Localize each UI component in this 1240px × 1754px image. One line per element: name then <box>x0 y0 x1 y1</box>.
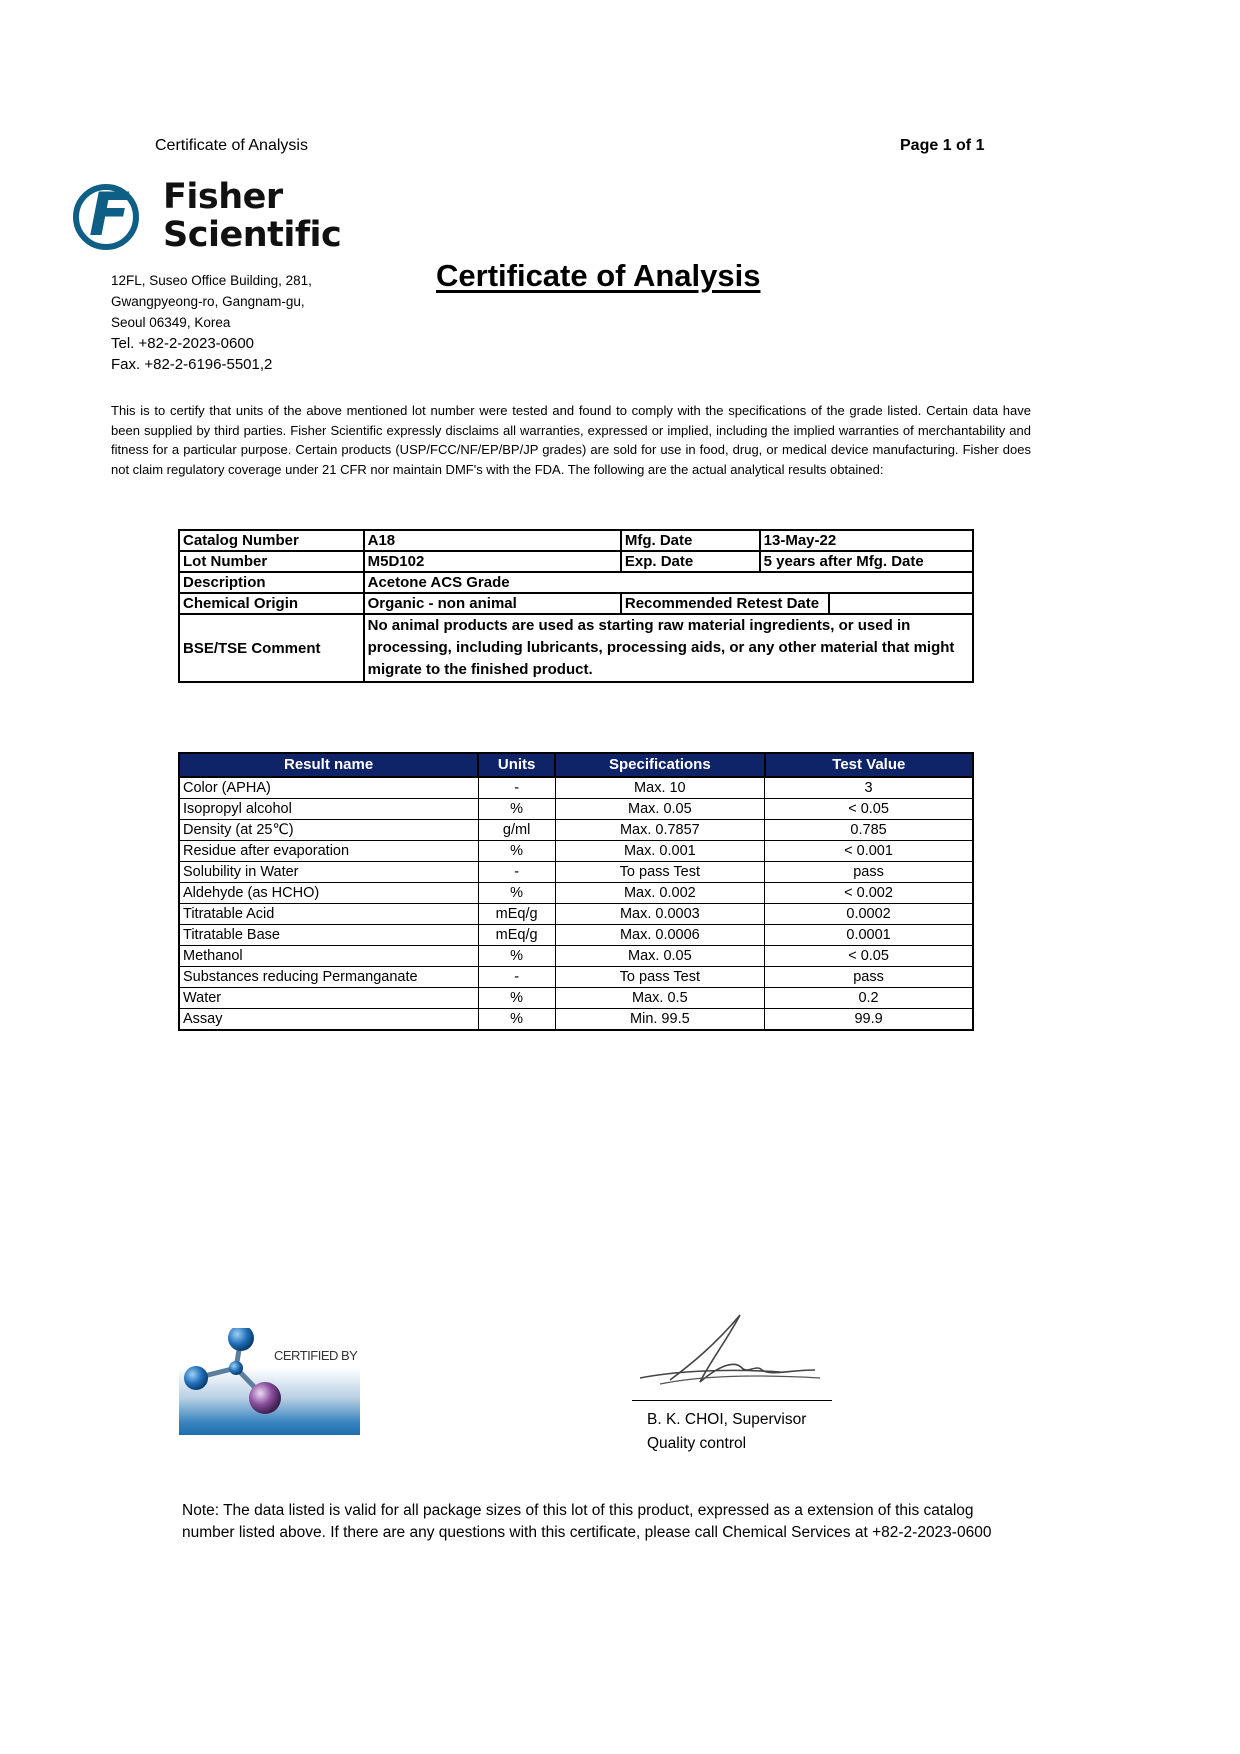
table-row <box>179 862 973 883</box>
result-spec: Min. 99.5 <box>555 1009 765 1031</box>
result-units: - <box>478 862 555 883</box>
result-value: 0.785 <box>765 820 973 841</box>
result-name: Aldehyde (as HCHO) <box>179 883 478 904</box>
molecule-icon <box>179 1328 360 1435</box>
header-doc-label: Certificate of Analysis <box>155 137 308 154</box>
table-row <box>179 777 973 799</box>
lot-label: Lot Number <box>179 551 364 572</box>
table-row <box>179 967 973 988</box>
address-line-3: Seoul 06349, Korea <box>111 315 231 330</box>
table-row <box>179 925 973 946</box>
result-value: 3 <box>765 777 973 799</box>
logo-line-2: Scientific <box>163 215 342 255</box>
result-units: % <box>478 988 555 1009</box>
table-row <box>179 904 973 925</box>
bse-label: BSE/TSE Comment <box>179 614 364 682</box>
result-value: < 0.001 <box>765 841 973 862</box>
info-row-catalog <box>179 530 973 551</box>
result-name: Color (APHA) <box>179 777 478 799</box>
result-units: mEq/g <box>478 904 555 925</box>
result-units: - <box>478 967 555 988</box>
col-header-result-name: Result name <box>179 753 478 777</box>
catalog-label: Catalog Number <box>179 530 364 551</box>
signature-line <box>632 1400 832 1401</box>
signatory-block <box>647 1408 806 1456</box>
col-header-units: Units <box>478 753 555 777</box>
exp-date-value: 5 years after Mfg. Date <box>760 551 973 572</box>
result-spec: Max. 0.7857 <box>555 820 765 841</box>
retest-label: Recommended Retest Date <box>621 593 830 614</box>
page-indicator: Page 1 of 1 <box>900 137 985 154</box>
result-value: pass <box>765 967 973 988</box>
certified-by-badge <box>179 1328 360 1435</box>
result-units: g/ml <box>478 820 555 841</box>
result-spec: Max. 0.001 <box>555 841 765 862</box>
fax-number: Fax. +82-2-6196-5501,2 <box>111 356 273 373</box>
exp-date-label: Exp. Date <box>621 551 760 572</box>
table-row <box>179 799 973 820</box>
result-units: % <box>478 946 555 967</box>
result-name: Isopropyl alcohol <box>179 799 478 820</box>
retest-value <box>829 593 973 614</box>
bse-value: No animal products are used as starting raw material ingredients, or used in processing, including lubricants, processing aids, or any other material that might migrate to the finished product. <box>364 614 973 682</box>
result-spec: Max. 10 <box>555 777 765 799</box>
certification-statement: This is to certify that units of the above mentioned lot number were tested and found to comply with the specifications of the grade listed. Certain data have been supplied by third parties. Fisher Scientific expressly disclaims all warranties, expressed or implied, including the implied warranties of merchantability and fitness for a particular purpose. Certain products (USP/FCC/NF/EP/BP/JP grades) are sold for use in food, drug, or medical device manufacturing. Fisher does not claim regulatory coverage under 21 CFR nor maintain DMF's with the FDA. The following are the actual analytical results obtained: <box>111 403 1031 477</box>
result-spec: Max. 0.05 <box>555 799 765 820</box>
logo-line-1: Fisher <box>163 177 283 217</box>
result-name: Assay <box>179 1009 478 1031</box>
table-row <box>179 841 973 862</box>
info-row-origin <box>179 593 973 614</box>
result-value: < 0.05 <box>765 799 973 820</box>
results-table <box>178 752 974 1031</box>
result-value: 0.0002 <box>765 904 973 925</box>
result-units: mEq/g <box>478 925 555 946</box>
result-units: - <box>478 777 555 799</box>
result-spec: Max. 0.05 <box>555 946 765 967</box>
result-value: 0.2 <box>765 988 973 1009</box>
result-spec: Max. 0.002 <box>555 883 765 904</box>
signatory-department: Quality control <box>647 1435 747 1452</box>
info-row-lot <box>179 551 973 572</box>
table-row <box>179 883 973 904</box>
result-spec: Max. 0.0003 <box>555 904 765 925</box>
results-header-row <box>179 753 973 777</box>
signature-image <box>630 1310 830 1395</box>
result-value: pass <box>765 862 973 883</box>
result-value: 99.9 <box>765 1009 973 1031</box>
company-address <box>111 270 312 375</box>
result-name: Substances reducing Permanganate <box>179 967 478 988</box>
col-header-test-value: Test Value <box>765 753 973 777</box>
result-name: Titratable Acid <box>179 904 478 925</box>
col-header-specifications: Specifications <box>555 753 765 777</box>
page-title: Certificate of Analysis <box>436 258 761 293</box>
result-spec: To pass Test <box>555 862 765 883</box>
result-value: < 0.002 <box>765 883 973 904</box>
footer-note: Note: The data listed is valid for all package sizes of this lot of this product, expressed as a extension of this catalog number listed above. If there are any questions with this certificate, please call Chemical Services at +82-2-2023-0600 <box>182 1502 992 1541</box>
table-row <box>179 1009 973 1031</box>
result-spec: Max. 0.0006 <box>555 925 765 946</box>
result-name: Solubility in Water <box>179 862 478 883</box>
result-value: < 0.05 <box>765 946 973 967</box>
origin-label: Chemical Origin <box>179 593 364 614</box>
phone-number: Tel. +82-2-2023-0600 <box>111 335 255 352</box>
result-spec: To pass Test <box>555 967 765 988</box>
logo-wordmark <box>163 178 341 254</box>
description-label: Description <box>179 572 364 593</box>
result-name: Titratable Base <box>179 925 478 946</box>
logo-letter: F <box>89 180 130 250</box>
catalog-value: A18 <box>364 530 621 551</box>
info-row-description <box>179 572 973 593</box>
company-logo <box>73 177 343 266</box>
table-row <box>179 946 973 967</box>
product-info-table <box>178 529 974 683</box>
result-units: % <box>478 883 555 904</box>
lot-value: M5D102 <box>364 551 621 572</box>
result-name: Residue after evaporation <box>179 841 478 862</box>
signatory-name: B. K. CHOI, Supervisor <box>647 1411 807 1428</box>
certified-by-label: CERTIFIED BY <box>274 1348 358 1363</box>
result-units: % <box>478 841 555 862</box>
result-units: % <box>478 1009 555 1031</box>
address-line-2: Gwangpyeong-ro, Gangnam-gu, <box>111 294 305 309</box>
result-name: Density (at 25℃) <box>179 820 478 841</box>
result-units: % <box>478 799 555 820</box>
address-line-1: 12FL, Suseo Office Building, 281, <box>111 273 312 288</box>
table-row <box>179 988 973 1009</box>
mfg-date-value: 13-May-22 <box>760 530 973 551</box>
origin-value: Organic - non animal <box>364 593 621 614</box>
result-spec: Max. 0.5 <box>555 988 765 1009</box>
mfg-date-label: Mfg. Date <box>621 530 760 551</box>
info-row-bse <box>179 614 973 682</box>
result-name: Methanol <box>179 946 478 967</box>
result-name: Water <box>179 988 478 1009</box>
result-value: 0.0001 <box>765 925 973 946</box>
description-value: Acetone ACS Grade <box>364 572 973 593</box>
table-row <box>179 820 973 841</box>
